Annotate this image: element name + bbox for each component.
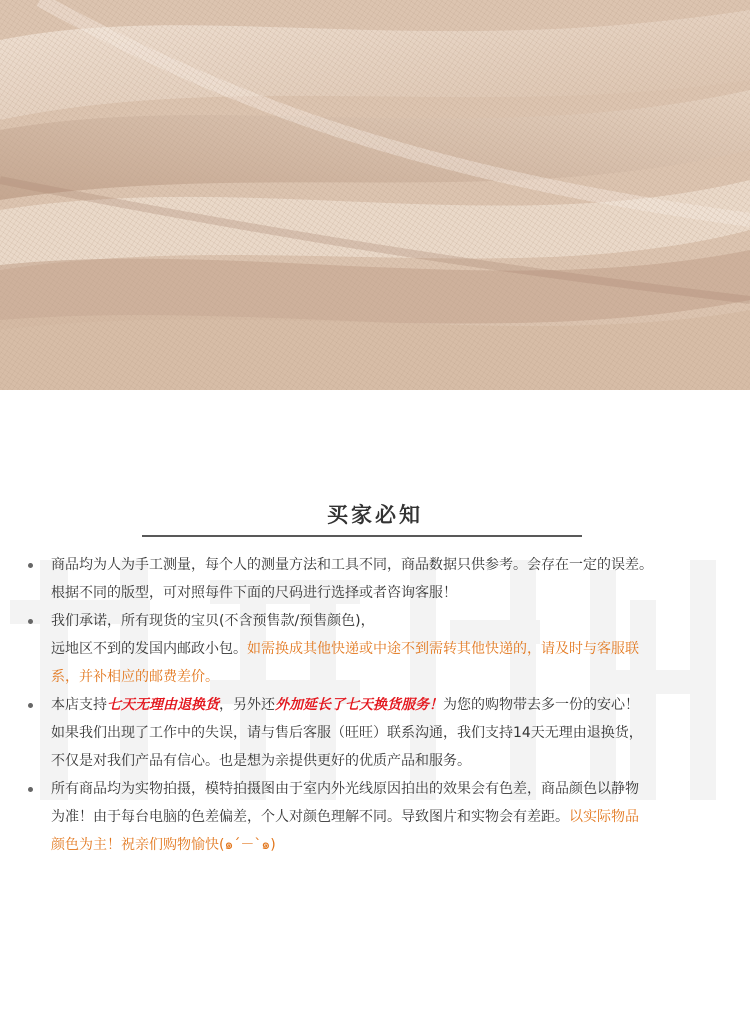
notice-title: 买家必知 [327,503,423,527]
notice-item [0,691,750,775]
notice-line [51,663,750,691]
bullet-icon [28,619,33,624]
notice-text: 根据不同的版型，可对照每件下面的尺码进行选择或者咨询客服！ [51,585,457,601]
notice-line [51,635,750,663]
bullet-icon [28,787,33,792]
highlight-text: 颜色为主！祝亲们购物愉快(๑ˊ－ˋ๑) [51,837,276,853]
notice-line [51,579,750,607]
bullet-icon [28,563,33,568]
notice-line [51,747,750,775]
notice-line [51,831,750,859]
notice-text: 不仅是对我们产品有信心。也是想为亲提供更好的优质产品和服务。 [51,753,471,769]
notice-text: 为准！由于每台电脑的色差偏差，个人对颜色理解不同。导致图片和实物会有差距。 [51,809,569,825]
notice-line [51,607,750,635]
highlight-text: 以实际物品 [569,809,639,825]
notice-text: 如果我们出现了工作中的失误，请与售后客服（旺旺）联系沟通，我们支持14天无理由退换货， [51,725,643,741]
notice-text: 所有商品均为实物拍摄，模特拍摄图由于室内外光线原因拍出的效果会有色差，商品颜色以静物 [51,781,639,797]
fabric-folds [0,0,750,390]
notice-item [0,775,750,859]
notice-item [0,607,750,691]
notice-text: 本店支持 [51,697,107,713]
notice-line [51,551,750,579]
notice-line [51,719,750,747]
title-divider [142,535,582,537]
notice-text: ，另外还 [219,697,275,713]
highlight-text: 系，并补相应的邮费差价。 [51,669,219,685]
notice-text: 为您的购物带去多一份的安心！ [443,697,639,713]
notice-text: 远地区不到的发国内邮政小包。 [51,641,247,657]
bullet-icon [28,703,33,708]
notice-line [51,775,750,803]
tulle-fabric-photo [0,0,750,390]
notice-line [51,803,750,831]
notice-item [0,551,750,607]
highlight-text: 如需换成其他快递或中途不到需转其他快递的，请及时与客服联 [247,641,639,657]
highlight-text: 七天无理由退换货 [107,697,219,713]
notice-text: 商品均为人为手工测量，每个人的测量方法和工具不同，商品数据只供参考。会存在一定的误差。 [51,557,653,573]
notice-list [0,551,750,859]
highlight-text: 外加延长了七天换货服务！ [275,697,443,713]
notice-text: 我们承诺，所有现货的宝贝(不含预售款/预售颜色)， [51,613,375,629]
notice-line [51,691,750,719]
